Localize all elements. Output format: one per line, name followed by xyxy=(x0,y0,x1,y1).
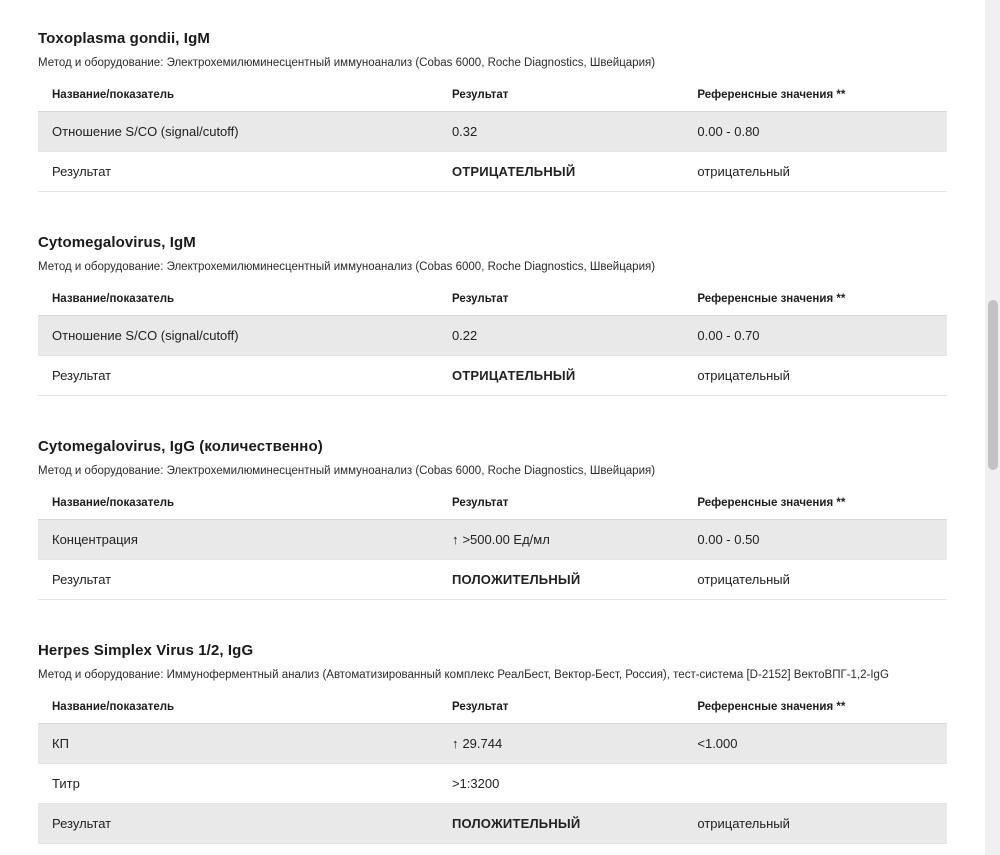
scrollbar-track[interactable] xyxy=(985,0,1000,855)
table-header-row xyxy=(38,697,947,724)
column-header-reference: Референсные значения ** xyxy=(683,493,947,520)
column-header-reference: Референсные значения ** xyxy=(683,289,947,316)
row-reference: 0.00 - 0.70 xyxy=(683,315,947,355)
block-title: Cytomegalovirus, IgM xyxy=(38,233,196,251)
block-spacer xyxy=(38,192,947,234)
results-table xyxy=(38,85,947,192)
table-header-row xyxy=(38,493,947,520)
column-header-result: Результат xyxy=(438,493,683,520)
arrow-up-icon: ↑ xyxy=(451,735,459,751)
row-reference xyxy=(683,763,947,803)
row-reference: <1.000 xyxy=(683,723,947,763)
table-row xyxy=(38,111,947,151)
row-reference: 0.00 - 0.80 xyxy=(683,111,947,151)
block-title: Cytomegalovirus, IgG (количественно) xyxy=(38,437,323,455)
column-header-reference: Референсные значения ** xyxy=(683,697,947,724)
row-reference: отрицательный xyxy=(683,355,947,395)
row-result xyxy=(438,723,683,763)
results-table xyxy=(38,289,947,396)
row-result-value: 29.744 xyxy=(462,735,503,751)
column-header-name: Название/показатель xyxy=(38,85,438,112)
table-row xyxy=(38,803,947,843)
result-block-hsv-igg xyxy=(38,642,947,844)
row-result: ОТРИЦАТЕЛЬНЫЙ xyxy=(438,355,683,395)
row-name: Результат xyxy=(38,803,438,843)
column-header-result: Результат xyxy=(438,697,683,724)
row-reference: 0.00 - 0.50 xyxy=(683,519,947,559)
row-reference: отрицательный xyxy=(683,803,947,843)
result-block-cmv-igm xyxy=(38,234,947,396)
table-row xyxy=(38,355,947,395)
row-reference: отрицательный xyxy=(683,559,947,599)
block-method: Метод и оборудование: Электрохемилюминесцентный иммуноанализ (Cobas 6000, Roche Diagnostics, Швейцария) xyxy=(38,464,656,477)
table-row xyxy=(38,763,947,803)
row-result: ПОЛОЖИТЕЛЬНЫЙ xyxy=(438,559,683,599)
block-title: Toxoplasma gondii, IgM xyxy=(38,30,210,47)
table-header-row xyxy=(38,85,947,112)
row-name: Концентрация xyxy=(38,519,438,559)
arrow-up-icon: ↑ xyxy=(451,531,459,547)
block-spacer xyxy=(38,600,947,642)
block-method: Метод и оборудование: Электрохемилюминесцентный иммуноанализ (Cobas 6000, Roche Diagnostics, Швейцария) xyxy=(38,57,656,69)
scrollbar-thumb[interactable] xyxy=(988,300,998,470)
row-name: Результат xyxy=(38,151,438,191)
result-block-cmv-igg xyxy=(38,438,947,600)
column-header-name: Название/показатель xyxy=(38,493,438,520)
table-header-row xyxy=(38,289,947,316)
row-result xyxy=(438,519,683,559)
row-result: 0.32 xyxy=(438,111,683,151)
block-method: Метод и оборудование: Электрохемилюминесцентный иммуноанализ (Cobas 6000, Roche Diagnostics, Швейцария) xyxy=(38,260,656,273)
row-name: Результат xyxy=(38,355,438,395)
column-header-name: Название/показатель xyxy=(38,697,438,724)
row-result: ПОЛОЖИТЕЛЬНЫЙ xyxy=(438,803,683,843)
results-table xyxy=(38,697,947,844)
row-reference: отрицательный xyxy=(683,151,947,191)
column-header-result: Результат xyxy=(438,85,683,112)
column-header-result: Результат xyxy=(438,289,683,316)
row-result: 0.22 xyxy=(438,315,683,355)
results-table xyxy=(38,493,947,600)
table-row xyxy=(38,559,947,599)
table-row xyxy=(38,723,947,763)
row-name: Отношение S/CO (signal/cutoff) xyxy=(38,111,438,151)
block-title: Herpes Simplex Virus 1/2, IgG xyxy=(38,641,254,659)
row-name: Результат xyxy=(38,559,438,599)
table-row xyxy=(38,151,947,191)
block-method: Метод и оборудование: Иммуноферментный анализ (Автоматизированный комплекс РеалБест, Вектор-Бест, Россия), тест-система [D-2152] ВектоВПГ-1,2-IgG xyxy=(38,668,889,681)
table-row xyxy=(38,315,947,355)
table-row xyxy=(38,519,947,559)
row-name: КП xyxy=(38,723,438,763)
row-name: Титр xyxy=(38,763,438,803)
column-header-reference: Референсные значения ** xyxy=(683,85,947,112)
block-spacer xyxy=(38,396,947,438)
row-result: >1:3200 xyxy=(438,763,683,803)
top-spacer xyxy=(38,0,947,30)
result-block-toxoplasma-igm xyxy=(38,30,947,192)
row-result-value: >500.00 Ед/мл xyxy=(462,531,550,547)
row-name: Отношение S/CO (signal/cutoff) xyxy=(38,315,438,355)
row-result: ОТРИЦАТЕЛЬНЫЙ xyxy=(438,151,683,191)
column-header-name: Название/показатель xyxy=(38,289,438,316)
